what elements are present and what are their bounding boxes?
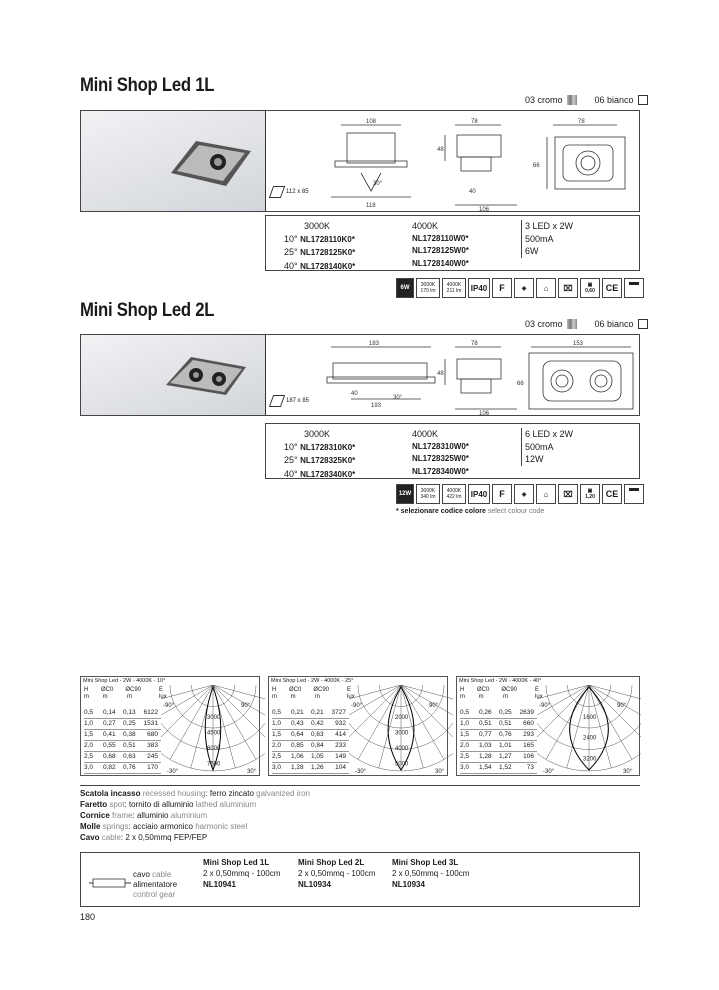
table-row: 2,0 0,85 0,84 233 [272, 740, 349, 751]
ip-rating-icon: IP40 [468, 278, 490, 298]
power-icon: 12W [396, 484, 414, 504]
cert-icons-2l [396, 484, 644, 504]
material-row: Molle springs: acciaio armonico harmonic steel [80, 822, 248, 831]
table-row: 2,0 0,55 0,51 383 [84, 740, 161, 751]
table-row: 2,0 1,03 1,01 165 [460, 740, 537, 751]
table-row: 0,5 0,21 0,21 3727 [272, 707, 349, 718]
f-mark-icon: F [492, 278, 512, 298]
table-row: 2,5 1,28 1,27 106 [460, 751, 537, 762]
finish-options-2l [525, 319, 648, 329]
eu-flag-icon [624, 278, 644, 298]
code-4000: NL1728310W0* [412, 441, 469, 451]
angle-label: -90° [539, 703, 551, 709]
white-swatch [638, 95, 648, 105]
table-row: 1,5 0,64 0,63 414 [272, 729, 349, 740]
cct-header: 3000K [304, 429, 331, 439]
dim-text: 40 [469, 189, 476, 195]
accessory-labels [133, 870, 177, 900]
code-row: 25° NL1728325K0* [284, 455, 356, 465]
polar-tick: 1600 [583, 715, 597, 721]
cutout-dims: 112 x 85 [286, 189, 309, 195]
spec-led: 3 LED x 2W [525, 221, 574, 231]
angle-label: -30° [167, 769, 179, 775]
power-icon: 6W [396, 278, 414, 298]
ce-mark-icon: CE [602, 278, 622, 298]
table-row: 2,5 1,06 1,05 149 [272, 751, 349, 762]
accessory-col-2l: Mini Shop Led 2L 2 x 0,50mmq - 100cm NL10934 [298, 858, 376, 889]
page-number: 180 [80, 912, 96, 922]
specs-col [521, 220, 573, 258]
finish-white-label: 06 bianco [594, 319, 634, 329]
angle-label: -30° [543, 769, 555, 775]
table-row: 0,5 0,26 0,25 2639 [460, 707, 537, 718]
dim-text: 78 [471, 341, 478, 347]
spec-current: 500mA [525, 233, 554, 244]
codes-4000-col [412, 220, 469, 270]
polar-tick: 2400 [583, 735, 597, 742]
angle-label: -90° [163, 703, 175, 709]
weight-icon: ▣ 0,60 [580, 278, 600, 298]
chrome-swatch [567, 95, 577, 105]
cct-header: 3000K [304, 221, 331, 231]
product-frame-1l [80, 110, 640, 212]
dim-text: 106 [479, 207, 490, 211]
accessory-col-1l: Mini Shop Led 1L 2 x 0,50mmq - 100cm NL10941 [203, 858, 281, 889]
cable-label-it: cavo [133, 870, 150, 879]
ip-rating-icon: IP40 [468, 484, 490, 504]
finish-options-1l [525, 95, 648, 105]
colour-code-note [396, 508, 544, 515]
weee-bin-icon: ⌧ [558, 484, 578, 504]
weight-icon: ▣ 1,20 [580, 484, 600, 504]
table-row: 1,0 0,27 0,25 1531 [84, 718, 161, 729]
angle-label: 30° [435, 769, 445, 775]
product-photo-art [81, 111, 266, 211]
class-iii-icon: ◈ [514, 484, 534, 504]
weee-bin-icon: ⌧ [558, 278, 578, 298]
dim-text: 48 [437, 371, 444, 377]
product-photo-2l [81, 335, 266, 415]
white-swatch [638, 319, 648, 329]
lumen-4000-icon: 4000K 211 lm [442, 278, 466, 298]
cutout-icon [269, 186, 285, 198]
code-row: 10° NL1728310K0* [284, 441, 356, 452]
product-photo-1l [81, 111, 266, 211]
section-title-2l: Mini Shop Led 2L [80, 300, 215, 321]
control-gear-icon [89, 873, 131, 893]
table-row: 1,0 0,43 0,42 932 [272, 718, 349, 729]
angle-label: 90° [617, 703, 627, 709]
dim-text: 108 [366, 119, 377, 125]
hot-surface-icon: ⌂ [536, 278, 556, 298]
angle-label: -90° [351, 703, 363, 709]
code-4000: NL1728125W0* [412, 246, 469, 255]
note-it: * selezionare codice colore [396, 508, 486, 515]
cutout-icon [269, 395, 285, 407]
gear-label-it: alimentatore [133, 880, 178, 889]
finish-chrome-label: 03 cromo [525, 95, 563, 105]
photometry-table [272, 707, 349, 774]
photometry-title: Mini Shop Led - 2W - 4000K - 10° [83, 678, 166, 684]
eu-flag-icon [624, 484, 644, 504]
angle-label: 90° [429, 703, 439, 709]
photometry-title: Mini Shop Led - 2W - 4000K - 40° [459, 678, 542, 684]
angle-label: 30° [623, 769, 633, 775]
code-4000: NL1728340W0* [412, 466, 469, 476]
polar-tick: 2000 [395, 715, 409, 721]
chrome-swatch [567, 319, 577, 329]
dim-text: 66 [517, 381, 524, 387]
cutout-label-1l [271, 186, 309, 198]
photometry-panel-10 [80, 676, 260, 776]
note-en: select colour code [487, 508, 545, 515]
photometry-title: Mini Shop Led - 2W - 4000K - 25° [271, 678, 354, 684]
product-frame-2l [80, 334, 640, 416]
angle-label: 90° [241, 703, 251, 709]
table-row: 3,0 0,82 0,76 170 [84, 762, 161, 773]
specs-col [521, 428, 573, 466]
polar-tick: 5000 [395, 761, 409, 768]
section-title-1l: Mini Shop Led 1L [80, 75, 215, 96]
codes-4000-col [412, 428, 469, 478]
dim-text: 106 [479, 411, 490, 415]
table-row: 0,5 0,14 0,13 6122 [84, 707, 161, 718]
dim-text: 40 [351, 391, 358, 397]
code-row: 25° NL1728125K0* [284, 247, 356, 257]
spec-current: 500mA [525, 441, 554, 452]
photometry-table [84, 707, 161, 774]
cutout-dims: 187 x 85 [286, 398, 310, 404]
class-iii-icon: ◈ [514, 278, 534, 298]
photometry-panel-40 [456, 676, 640, 776]
spec-power: 12W [525, 454, 544, 464]
photometry-table [460, 707, 537, 774]
finish-white-label: 06 bianco [594, 95, 634, 105]
codes-table-1l [265, 215, 640, 271]
table-row: 3,0 1,54 1,52 73 [460, 762, 537, 773]
f-mark-icon: F [492, 484, 512, 504]
dim-text: 48 [437, 147, 444, 153]
code-row: 10° NL1728110K0* [284, 233, 355, 244]
ce-mark-icon: CE [602, 484, 622, 504]
photometry-header: H m ØC0 m ØC90 m E lux [460, 687, 543, 700]
dim-text: 118 [366, 203, 376, 209]
polar-tick: 3200 [583, 756, 597, 763]
photometry-header: H m ØC0 m ØC90 m E lux [272, 687, 355, 700]
technical-drawing-1l [321, 113, 641, 211]
codes-table-2l [265, 423, 640, 479]
code-4000: NL1728325W0* [412, 454, 469, 463]
finish-chrome-label: 03 cromo [525, 319, 563, 329]
dim-text: 30° [393, 395, 403, 401]
code-4000: NL1728140W0* [412, 258, 469, 268]
spec-led: 6 LED x 2W [525, 429, 574, 439]
table-row: 3,0 1,28 1,26 104 [272, 762, 349, 773]
material-row: Cavo cable: 2 x 0,50mmq FEP/FEP [80, 833, 208, 842]
table-row: 1,0 0,51 0,51 660 [460, 718, 537, 729]
material-row: Scatola incasso recessed housing: ferro zincato galvanized iron [80, 789, 310, 798]
cable-label-en: cable [152, 870, 172, 879]
dim-text: 193 [371, 403, 382, 409]
cct-header: 4000K [412, 221, 439, 231]
code-row: 40° NL1728340K0* [284, 468, 356, 479]
angle-label: 30° [247, 769, 257, 775]
codes-3000-col [284, 220, 355, 273]
polar-diagram [161, 685, 265, 777]
spec-power: 6W [525, 246, 539, 256]
cct-header: 4000K [412, 429, 439, 439]
dim-text: 153 [573, 341, 584, 347]
polar-diagram [349, 685, 453, 777]
polar-tick: 3000 [207, 715, 221, 721]
hot-surface-icon: ⌂ [536, 484, 556, 504]
polar-tick: 7500 [207, 761, 221, 768]
polar-tick: 4000 [395, 746, 409, 752]
photometry-header: H m ØC0 m ØC90 m E lux [84, 687, 167, 700]
cert-icons-1l [396, 278, 644, 298]
polar-tick: 4500 [207, 730, 221, 737]
dim-text: 78 [578, 119, 585, 125]
code-4000: NL1728110W0* [412, 233, 469, 243]
product-photo-art [81, 335, 266, 415]
dim-text: 183 [369, 341, 380, 347]
polar-tick: 3000 [395, 730, 409, 737]
polar-diagram [537, 685, 641, 777]
table-row: 1,5 0,77 0,76 293 [460, 729, 537, 740]
cutout-label-2l [271, 395, 309, 407]
lumen-3000-icon: 3000K 340 lm [416, 484, 440, 504]
dim-text: 66 [533, 163, 540, 169]
technical-drawing-2l [321, 337, 641, 415]
codes-3000-col [284, 428, 355, 481]
angle-label: -30° [355, 769, 367, 775]
material-row: Faretto spot: tornito di alluminio lathed aluminium [80, 800, 257, 809]
lumen-3000-icon: 3000K 170 lm [416, 278, 440, 298]
accessory-col-3l: Mini Shop Led 3L 2 x 0,50mmq - 100cm NL10934 [392, 858, 470, 889]
polar-tick: 6000 [207, 746, 221, 752]
dim-text: 30° [373, 181, 383, 187]
gear-label-en: control gear [133, 890, 176, 899]
materials-list [80, 785, 640, 843]
lumen-4000-icon: 4000K 422 lm [442, 484, 466, 504]
table-row: 2,5 0,68 0,63 245 [84, 751, 161, 762]
code-row: 40° NL1728140K0* [284, 260, 356, 271]
material-row: Cornice frame: alluminio aluminium [80, 811, 208, 820]
table-row: 1,5 0,41 0,38 680 [84, 729, 161, 740]
accessory-box [80, 852, 640, 907]
dim-text: 78 [471, 119, 478, 125]
photometry-panel-25 [268, 676, 448, 776]
